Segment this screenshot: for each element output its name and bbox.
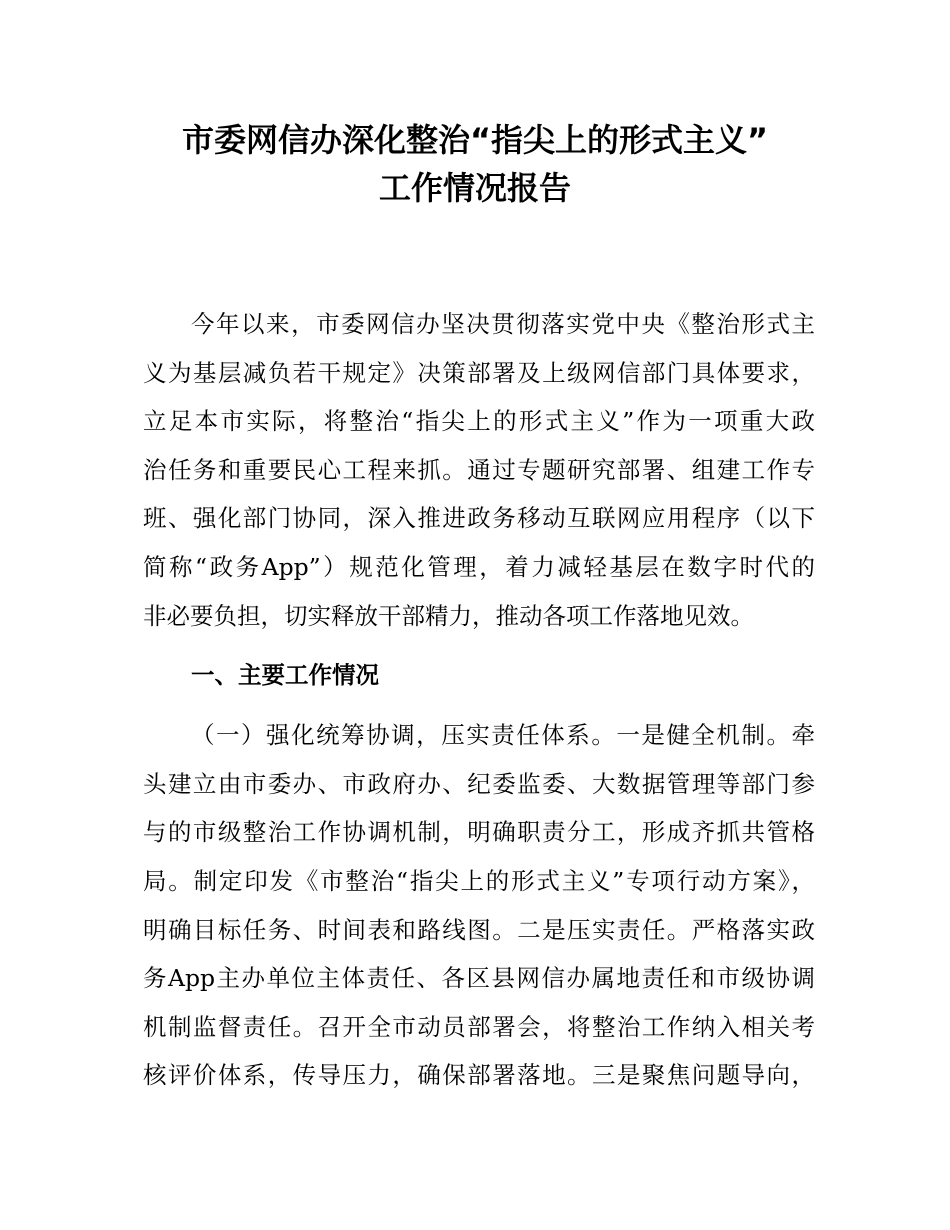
paragraph-line: 头建立由市委办、市政府办、纪委监委、大数据管理等部门参 [143, 769, 815, 798]
paragraph-line: 立足本市实际，将整治“指尖上的形式主义”作为一项重大政 [143, 407, 815, 436]
paragraph-line: 核评价体系，传导压力，确保部署落地。三是聚焦问题导向， [143, 1061, 815, 1090]
paragraph-line: 务App主办单位主体责任、各区县网信办属地责任和市级协调 [143, 964, 815, 993]
paragraph-line: 今年以来，市委网信办坚决贯彻落实党中央《整治形式主 [191, 310, 815, 338]
paragraph-line: 明确目标任务、时间表和路线图。二是压实责任。严格落实政 [143, 915, 815, 944]
paragraph-line: 非必要负担，切实释放干部精力，推动各项工作落地见效。 [143, 601, 754, 630]
paragraph-line: 班、强化部门协同，深入推进政务移动互联网应用程序（以下 [143, 504, 815, 533]
paragraph-line: 机制监督责任。召开全市动员部署会，将整治工作纳入相关考 [143, 1012, 815, 1041]
paragraph-coordination [143, 715, 815, 1104]
document-title-line-1: 市委网信办深化整治“指尖上的形式主义” [181, 121, 769, 159]
paragraph-line: 义为基层减负若干规定》决策部署及上级网信部门具体要求， [143, 358, 815, 387]
paragraph-line: 治任务和重要民心工程来抓。通过专题研究部署、组建工作专 [143, 455, 815, 484]
document-title-line-2: 工作情况报告 [378, 169, 571, 207]
paragraph-line: 简称“政务App”）规范化管理，着力减轻基层在数字时代的 [143, 552, 815, 581]
paragraph-intro [143, 304, 815, 644]
paragraph-line: 局。制定印发《市整治“指尖上的形式主义”专项行动方案》， [143, 866, 815, 895]
paragraph-line: 与的市级整治工作协调机制，明确职责分工，形成齐抓共管格 [143, 818, 815, 847]
document-body [143, 304, 815, 1104]
paragraph-line: （一）强化统筹协调，压实责任体系。一是健全机制。牵 [191, 721, 815, 750]
section-heading: 一、主要工作情况 [191, 661, 379, 690]
